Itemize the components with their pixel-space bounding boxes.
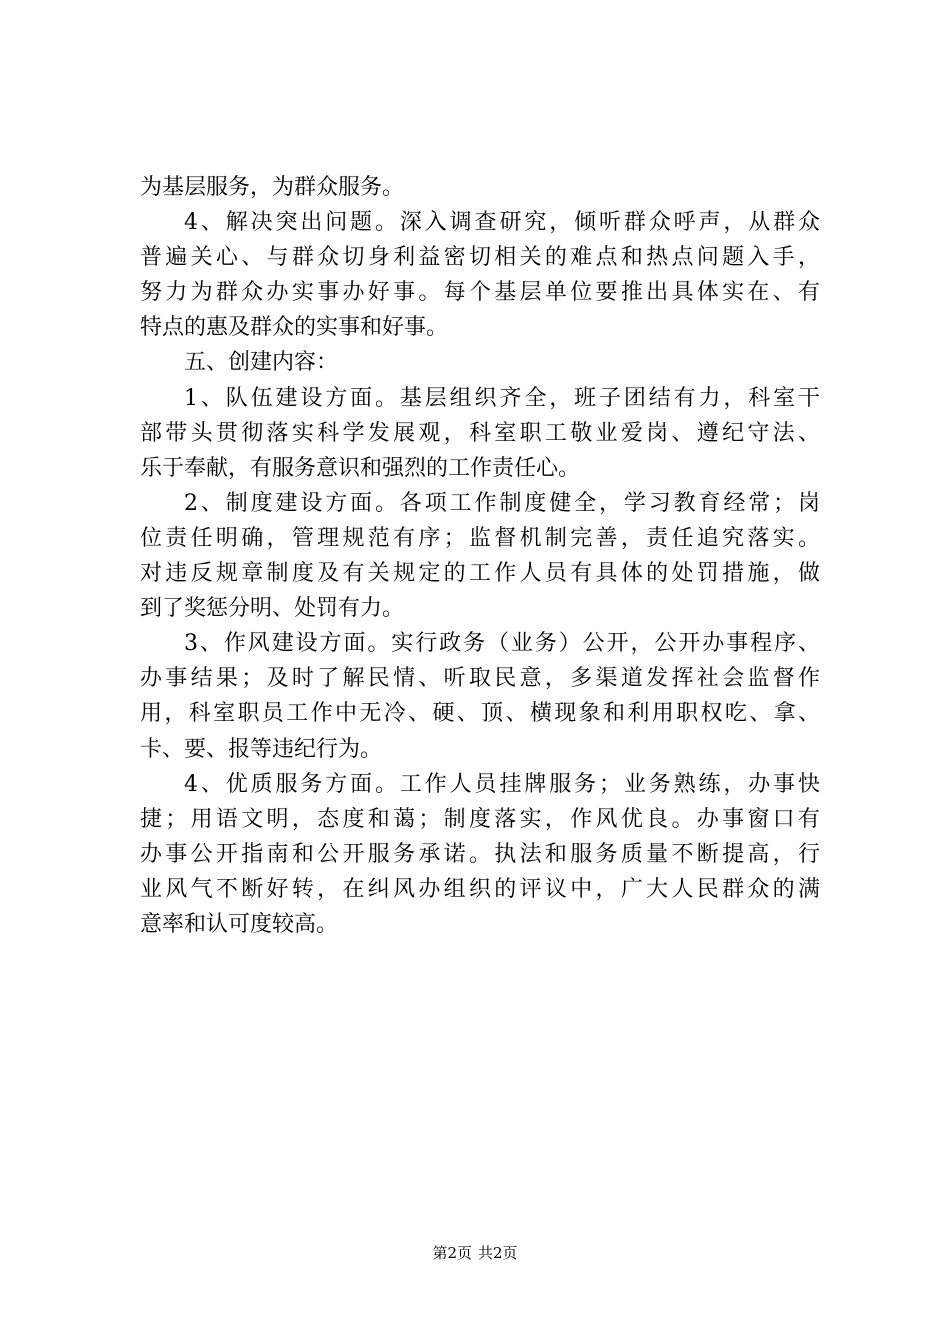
- text-line: 办事结果；及时了解民情、听取民意，多渠道发挥社会监督作: [140, 666, 820, 692]
- text-line: 位责任明确，管理规范有序；监督机制完善，责任追究落实。: [140, 525, 820, 551]
- text-line: 办事公开指南和公开服务承诺。执法和服务质量不断提高，行: [140, 841, 820, 867]
- text-line: 4、解决突出问题。深入调查研究，倾听群众呼声，从群众: [184, 210, 820, 236]
- page-total: 共2页: [478, 1244, 518, 1262]
- text-line: 用，科室职员工作中无冷、硬、顶、横现象和利用职权吃、拿、: [140, 701, 820, 727]
- text-line: 卡、要、报等违纪行为。: [140, 736, 383, 762]
- text-line: 到了奖惩分明、处罚有力。: [140, 596, 405, 622]
- text-line: 努力为群众办实事办好事。每个基层单位要推出具体实在、有: [140, 280, 820, 306]
- document-body: [140, 170, 820, 942]
- page-number: 第2页: [432, 1244, 472, 1262]
- text-line: 2、制度建设方面。各项工作制度健全，学习教育经常；岗: [184, 490, 820, 516]
- text-line: 4、优质服务方面。工作人员挂牌服务；业务熟练，办事快: [184, 771, 820, 797]
- text-line: 对违反规章制度及有关规定的工作人员有具体的处罚措施，做: [140, 561, 820, 587]
- text-line: 普遍关心、与群众切身利益密切相关的难点和热点问题入手，: [140, 245, 820, 271]
- text-line: 特点的惠及群众的实事和好事。: [140, 315, 449, 341]
- text-line: 捷；用语文明，态度和蔼；制度落实，作风优良。办事窗口有: [140, 806, 820, 832]
- text-line: 意率和认可度较高。: [140, 911, 339, 937]
- text-line: 3、作风建设方面。实行政务（业务）公开，公开办事程序、: [184, 631, 820, 657]
- page-footer: [0, 1243, 950, 1263]
- text-line: 1、队伍建设方面。基层组织齐全，班子团结有力，科室干: [184, 385, 820, 411]
- text-line: 部带头贯彻落实科学发展观，科室职工敬业爱岗、遵纪守法、: [140, 420, 820, 446]
- text-line: 乐于奉献，有服务意识和强烈的工作责任心。: [140, 455, 581, 481]
- text-line: 业风气不断好转，在纠风办组织的评议中，广大人民群众的满: [140, 876, 820, 902]
- section-heading: 五、创建内容：: [184, 350, 339, 376]
- text-line: 为基层服务，为群众服务。: [140, 175, 405, 200]
